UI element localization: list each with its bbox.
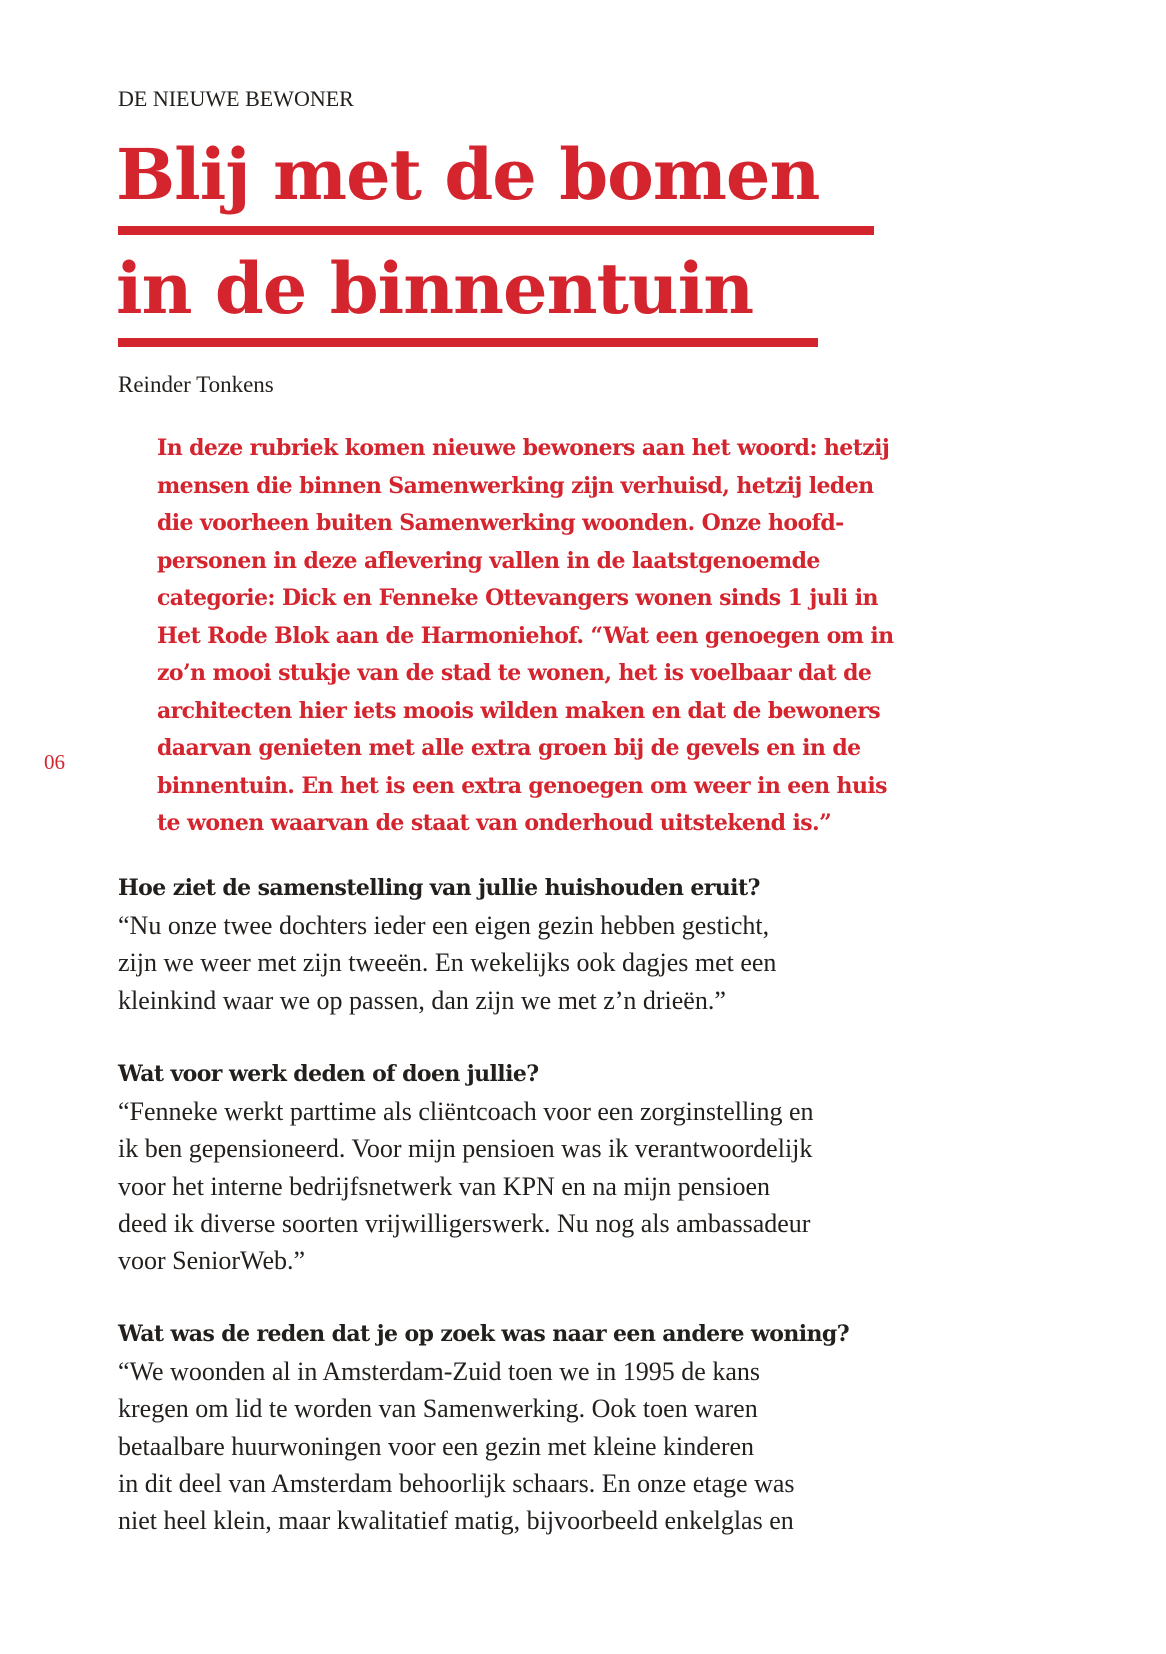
question-heading: Wat was de reden dat je op zoek was naar een andere woning?: [118, 1321, 849, 1347]
answer-line: “Nu onze twee dochters ieder een eigen gezin hebben gesticht,: [118, 911, 770, 940]
answer-line: zijn we weer met zijn tweeën. En wekelijks ook dagjes met een: [118, 948, 777, 978]
answer-line: kleinkind waar we op passen, dan zijn we met z’n drieën.”: [118, 985, 726, 1015]
qa-block-work: [118, 1056, 998, 1279]
question-heading: Hoe ziet de samenstelling van jullie huishouden eruit?: [118, 875, 760, 901]
intro-line: categorie: Dick en Fenneke Ottevangers wonen sinds 1 juli in: [157, 585, 878, 611]
title-line-2: in de binnentuin: [116, 247, 754, 330]
intro-line: architecten hier iets moois wilden maken en dat de bewoners: [157, 697, 880, 724]
question-heading: Wat voor werk deden of doen jullie?: [118, 1061, 539, 1087]
intro-line: die voorheen buiten Samenwerking woonden. Onze hoofd-: [157, 510, 844, 536]
intro-line: mensen die binnen Samenwerking zijn verhuisd, hetzij leden: [157, 472, 874, 499]
author-byline: Reinder Tonkens: [118, 372, 274, 397]
answer-line: deed ik diverse soorten vrijwilligerswerk. Nu nog als ambassadeur: [118, 1208, 811, 1238]
intro-paragraph: [157, 430, 997, 843]
intro-line: binnentuin. En het is een extra genoegen om weer in een huis: [157, 772, 887, 799]
section-label: DE NIEUWE BEWONER: [118, 86, 354, 111]
answer-line: “Fenneke werkt parttime als cliëntcoach voor een zorginstelling en: [118, 1097, 814, 1126]
answer-line: “We woonden al in Amsterdam-Zuid toen we in 1995 de kans: [118, 1357, 760, 1386]
intro-line: personen in deze aflevering vallen in de laatstgenoemde: [157, 547, 820, 574]
qa-block-household: [118, 870, 998, 1019]
intro-line: zo’n mooi stukje van de stad te wonen, het is voelbaar dat de: [157, 660, 872, 686]
answer-line: niet heel klein, maar kwalitatief matig, bijvoorbeeld enkelglas en: [118, 1506, 794, 1536]
answer-line: ik ben gepensioneerd. Voor mijn pensioen was ik verantwoordelijk: [118, 1134, 813, 1164]
title-line-1: Blij met de bomen: [116, 133, 820, 216]
answer-line: kregen om lid te worden van Samenwerking. Ook toen waren: [118, 1394, 758, 1424]
intro-line: te wonen waarvan de staat van onderhoud uitstekend is.”: [157, 810, 832, 836]
title-underline-2: [118, 338, 818, 347]
intro-line: Het Rode Blok aan de Harmoniehof. “Wat een genoegen om in: [157, 622, 894, 649]
qa-block-reason: [118, 1316, 998, 1539]
answer-line: voor SeniorWeb.”: [118, 1246, 306, 1276]
answer-line: voor het interne bedrijfsnetwerk van KPN en na mijn pensioen: [118, 1171, 770, 1201]
answer-line: in dit deel van Amsterdam behoorlijk schaars. En onze etage was: [118, 1468, 795, 1498]
page-number: 06: [44, 750, 65, 774]
intro-line: daarvan genieten met alle extra groen bij de gevels en in de: [157, 735, 861, 761]
title-underline-1: [118, 226, 874, 235]
answer-line: betaalbare huurwoningen voor een gezin met kleine kinderen: [118, 1431, 755, 1461]
intro-line: In deze rubriek komen nieuwe bewoners aan het woord: hetzij: [157, 435, 890, 461]
